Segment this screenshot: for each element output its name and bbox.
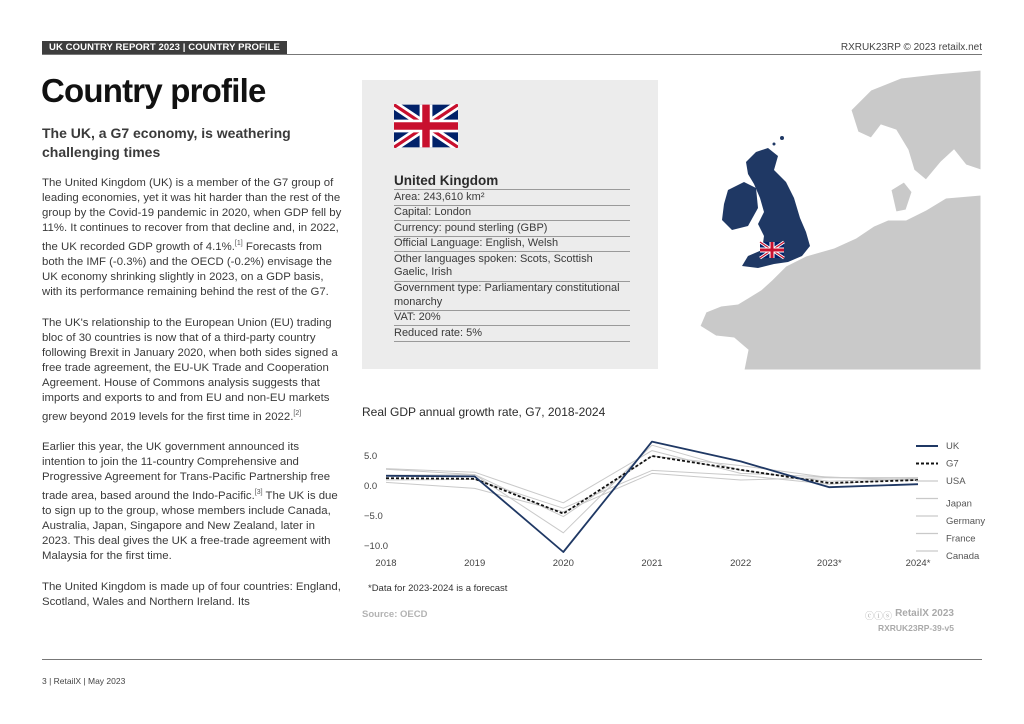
y-tick-label: −10.0 bbox=[364, 541, 389, 552]
fact-government-type: Government type: Parliamentary constitutional monarchy bbox=[394, 282, 630, 311]
x-tick-label: 2019 bbox=[464, 558, 486, 569]
report-section-tag: UK COUNTRY REPORT 2023 | COUNTRY PROFILE bbox=[42, 41, 287, 55]
map-denmark bbox=[891, 182, 912, 212]
fact-area: Area: 243,610 km² bbox=[394, 190, 630, 206]
country-profile-box bbox=[362, 80, 658, 369]
header-divider bbox=[42, 54, 982, 55]
paragraph-3-text-cont: The UK is due to sign up to the group, whose members include Canada, Australia, Japan, Singapore and New Zealand, later in 2023. This deal gives the UK a free-trade agreement with Malaysia for the first time. bbox=[42, 490, 338, 563]
x-tick-label: 2021 bbox=[641, 558, 663, 569]
paragraph-4-text: The United Kingdom is made up of four countries: England, Scotland, Wales and Northern Ireland. Its bbox=[42, 580, 341, 608]
page-footer: 3 | RetailX | May 2023 bbox=[42, 676, 126, 686]
series-line-france bbox=[386, 445, 918, 533]
fact-other-languages: Other languages spoken: Scots, Scottish Gaelic, Irish bbox=[394, 252, 630, 281]
paragraph-3 bbox=[42, 440, 342, 565]
creative-commons-icon: ⓒⓘⓢ bbox=[865, 611, 893, 621]
fact-reduced-rate: Reduced rate: 5% bbox=[394, 326, 630, 342]
union-jack-flag-icon bbox=[394, 104, 458, 148]
fact-vat: VAT: 20% bbox=[394, 311, 630, 327]
map-shetland bbox=[780, 136, 784, 140]
gdp-growth-chart bbox=[356, 434, 996, 574]
legend-label-france: France bbox=[946, 533, 976, 545]
footer-divider bbox=[42, 659, 982, 660]
paragraph-2-text: The UK's relationship to the European Union (EU) trading bloc of 30 countries is now that of a third-party country following Brexit in January 2020, when both sides signed a free trade agreement, the EU-UK Trade and Cooperation Agreement. House of Commons analysis suggests that imports and exports to and from EU and non-EU markets grew beyond 2019 levels for the first time in 2022. bbox=[42, 316, 338, 423]
paragraph-1-text-cont: Forecasts from both the IMF (-0.3%) and the OECD (-0.2%) envisage the UK economy shrinking slightly in 2023, on a GDP basis, with its performance remaining behind the rest of the G7. bbox=[42, 241, 332, 299]
chart-credit: RetailX 2023 bbox=[895, 608, 954, 619]
legend-label-g7: G7 bbox=[946, 458, 959, 470]
chart-source: Source: OECD bbox=[362, 609, 428, 620]
legend-label-uk: UK bbox=[946, 441, 960, 452]
x-tick-label: 2024* bbox=[905, 558, 931, 569]
chart-footnote: *Data for 2023-2024 is a forecast bbox=[368, 583, 508, 594]
paragraph-1-text: The United Kingdom (UK) is a member of the G7 group of leading economies, yet it was hit harder than the rest of the group by the Covid-19 pandemic in 2020, when GDP fell by 11%. It continues to recover from that decline and, in 2022, the UK recorded GDP growth of 4.1%. bbox=[42, 177, 342, 254]
legend-label-germany: Germany bbox=[946, 516, 986, 527]
chart-reference-code: RXRUK23RP-39-v5 bbox=[877, 623, 954, 633]
citation-1: [1] bbox=[234, 240, 243, 248]
x-tick-label: 2018 bbox=[375, 558, 397, 569]
fact-official-language: Official Language: English, Welsh bbox=[394, 237, 630, 253]
fact-capital: Capital: London bbox=[394, 206, 630, 222]
fact-currency: Currency: pound sterling (GBP) bbox=[394, 221, 630, 237]
report-code-copyright: RXRUK23RP © 2023 retailx.net bbox=[840, 42, 982, 53]
country-name: United Kingdom bbox=[394, 173, 630, 190]
y-tick-label: 0.0 bbox=[364, 481, 378, 492]
series-line-uk bbox=[386, 442, 918, 552]
legend-label-canada: Canada bbox=[946, 551, 980, 562]
europe-map bbox=[676, 70, 981, 370]
map-orkney bbox=[773, 143, 776, 146]
y-tick-label: −5.0 bbox=[364, 511, 383, 522]
x-tick-label: 2020 bbox=[552, 558, 574, 569]
paragraph-3-text: Earlier this year, the UK government announced its intention to join the 11-country Comprehensive and Progressive Agreement for Trans-Pacific Partnership free trade area, based around the Indo-Pacific. bbox=[42, 441, 331, 503]
x-tick-label: 2022 bbox=[730, 558, 752, 569]
chart-title: Real GDP annual growth rate, G7, 2018-2024 bbox=[362, 405, 606, 419]
legend-label-japan: Japan bbox=[946, 498, 972, 510]
series-line-g7 bbox=[386, 456, 918, 514]
paragraph-1 bbox=[42, 176, 342, 301]
page-subtitle: The UK, a G7 economy, is weathering challenging times bbox=[42, 125, 291, 160]
citation-3: [3] bbox=[254, 489, 263, 497]
page-title: Country profile bbox=[41, 72, 266, 109]
y-tick-label: 5.0 bbox=[364, 451, 378, 462]
country-facts bbox=[394, 173, 630, 342]
body-text bbox=[42, 176, 342, 625]
citation-2: [2] bbox=[293, 410, 302, 418]
x-tick-label: 2023* bbox=[816, 558, 842, 569]
map-scandinavia bbox=[851, 70, 981, 180]
map-uk-flag-icon bbox=[760, 242, 784, 258]
paragraph-4 bbox=[42, 580, 342, 610]
paragraph-2 bbox=[42, 316, 342, 425]
map-ireland bbox=[722, 182, 758, 230]
legend-label-usa: USA bbox=[946, 476, 966, 487]
